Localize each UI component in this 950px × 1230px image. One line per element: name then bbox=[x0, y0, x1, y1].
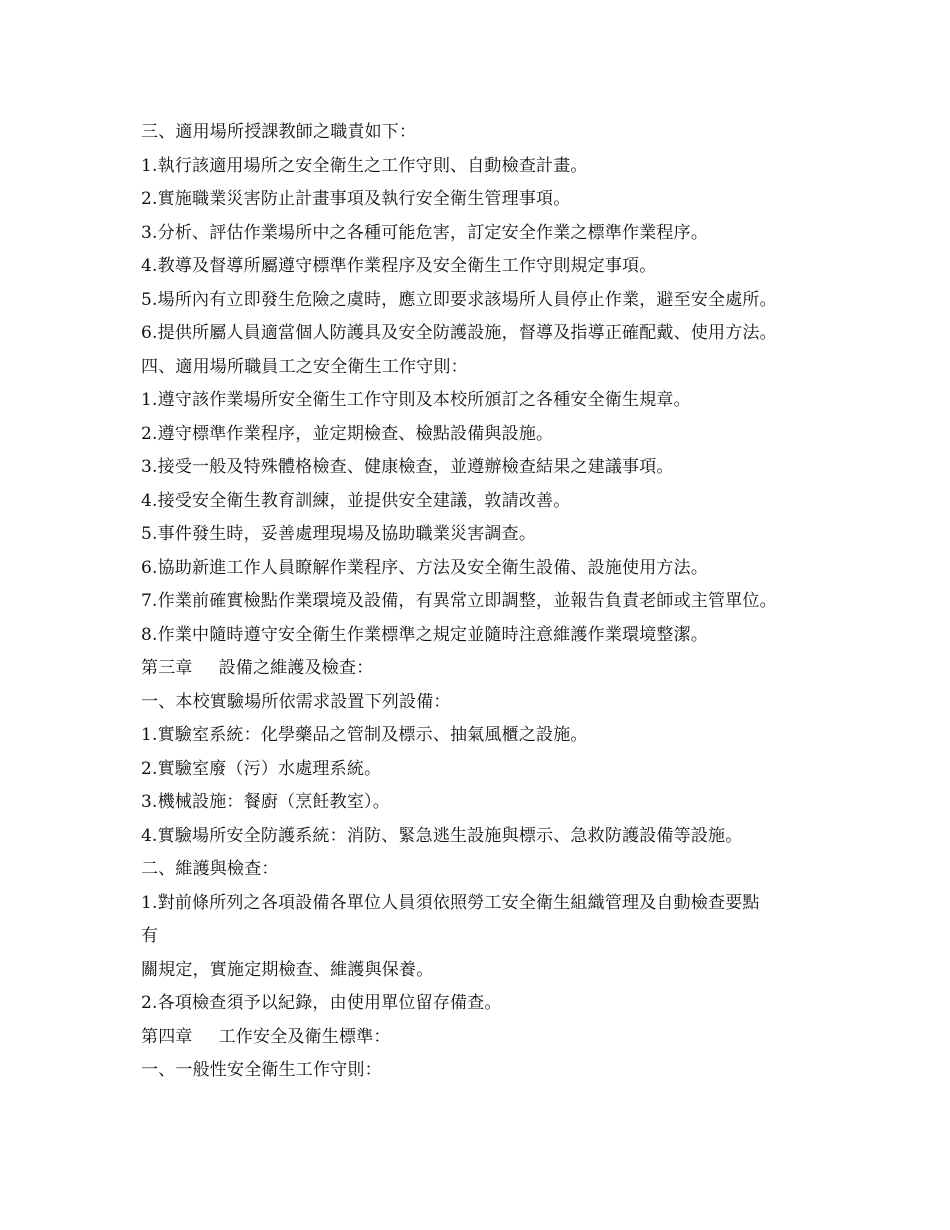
list-item: 6.協助新進工作人員瞭解作業程序、方法及安全衛生設備、設施使用方法。 bbox=[141, 557, 709, 578]
list-item: 2.實施職業災害防止計畫事項及執行安全衛生管理事項。 bbox=[141, 189, 571, 209]
list-item: 1.對前條所列之各項設備各單位人員須依照勞工安全衛生組織管理及自動檢查要點 bbox=[141, 892, 760, 913]
list-item: 3.機械設施：餐廚（烹飪教室）。 bbox=[141, 792, 390, 812]
chapter-number: 第三章 bbox=[141, 658, 193, 678]
list-item: 8.作業中隨時遵守安全衛生作業標準之規定並隨時注意維護作業環境整潔。 bbox=[141, 624, 709, 645]
list-item: 2.實驗室廢（污）水處理系統。 bbox=[141, 758, 382, 779]
chapter-title: 工作安全及衛生標準： bbox=[218, 1026, 391, 1047]
section-heading: 四、適用場所職員工之安全衛生工作守則： bbox=[141, 356, 468, 377]
chapter-heading bbox=[141, 652, 841, 686]
chapter-heading bbox=[141, 1021, 841, 1055]
list-item: 2.各項檢查須予以紀錄，由使用單位留存備查。 bbox=[141, 993, 502, 1013]
list-item: 1.執行該適用場所之安全衛生之工作守則、自動檢查計畫。 bbox=[141, 155, 588, 176]
list-item: 3.接受一般及特殊體格檢查、健康檢查，並遵辦檢查結果之建議事項。 bbox=[141, 457, 674, 477]
list-item: 4.接受安全衛生教育訓練，並提供安全建議，敦請改善。 bbox=[141, 490, 571, 511]
section-heading: 二、維護與檢查： bbox=[141, 859, 279, 879]
list-item: 2.遵守標準作業程序，並定期檢查、檢點設備與設施。 bbox=[141, 423, 554, 444]
list-item: 3.分析、評估作業場所中之各種可能危害，訂定安全作業之標準作業程序。 bbox=[141, 222, 709, 243]
chapter-number: 第四章 bbox=[141, 1026, 193, 1047]
list-item: 4.實驗場所安全防護系統：消防、緊急逃生設施與標示、急救防護設備等設施。 bbox=[141, 825, 743, 846]
list-item: 6.提供所屬人員適當個人防護具及安全防護設施，督導及指導正確配戴、使用方法。 bbox=[141, 323, 777, 343]
list-item: 7.作業前確實檢點作業環境及設備，有異常立即調整，並報告負責老師或主管單位。 bbox=[141, 591, 777, 611]
list-item: 5.事件發生時，妥善處理現場及協助職業災害調查。 bbox=[141, 524, 537, 544]
chapter-title: 設備之維護及檢查： bbox=[218, 658, 374, 678]
list-item: 1.實驗室系統：化學藥品之管制及標示、抽氣風櫃之設施。 bbox=[141, 725, 588, 745]
section-heading: 三、適用場所授課教師之職責如下： bbox=[141, 122, 417, 142]
document-body bbox=[141, 116, 841, 1088]
section-heading: 一、一般性安全衛生工作守則： bbox=[141, 1060, 382, 1080]
list-item-continuation: 有 bbox=[141, 926, 159, 946]
list-item: 5.場所內有立即發生危險之虞時，應立即要求該場所人員停止作業，避至安全處所。 bbox=[141, 289, 777, 310]
list-item: 1.遵守該作業場所安全衛生工作守則及本校所頒訂之各種安全衛生規章。 bbox=[141, 390, 691, 410]
list-item-continuation: 關規定，實施定期檢查、維護與保養。 bbox=[141, 959, 434, 980]
section-heading: 一、本校實驗場所依需求設置下列設備： bbox=[141, 691, 451, 712]
list-item: 4.教導及督導所屬遵守標準作業程序及安全衛生工作守則規定事項。 bbox=[141, 256, 657, 276]
